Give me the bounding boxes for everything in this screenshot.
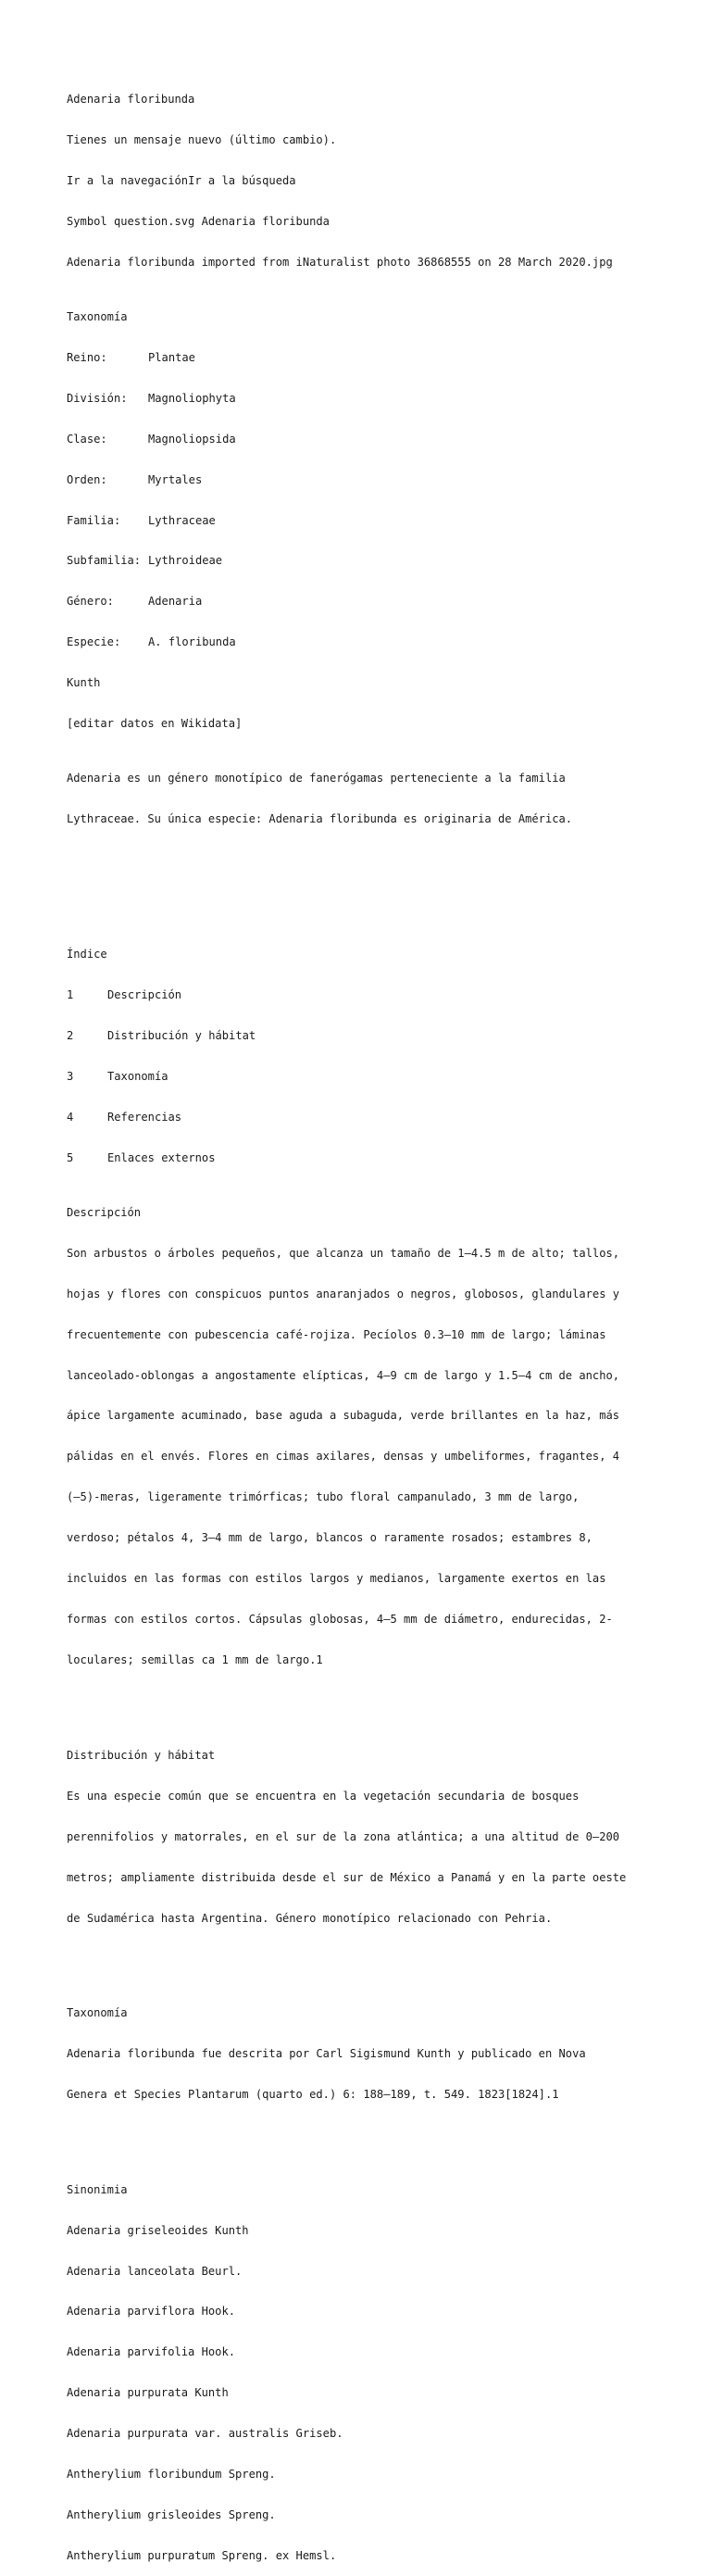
taxobox-key: Especie: [67, 635, 121, 649]
descripcion-line: ápice largamente acuminado, base aguda a subaguda, verde brillantes en la haz, más [67, 1409, 620, 1423]
toc-item[interactable] [67, 1151, 659, 1165]
toc-link[interactable]: Descripción [107, 988, 182, 1002]
page-title: Adenaria floribunda [67, 93, 195, 107]
descripcion-line: (–5)-meras, ligeramente trimórficas; tubo floral campanulado, 3 mm de largo, [67, 1490, 580, 1504]
taxobox-value: A. floribunda [148, 635, 236, 649]
toc-link[interactable]: Enlaces externos [107, 1151, 216, 1165]
skip-links [67, 174, 659, 188]
edit-wikidata-link[interactable]: [editar datos en Wikidata] [67, 717, 243, 731]
toc-item[interactable] [67, 988, 659, 1002]
distribucion-line: Es una especie común que se encuentra en la vegetación secundaria de bosques [67, 1789, 580, 1803]
descripcion-line: verdoso; pétalos 4, 3–4 mm de largo, blancos o raramente rosados; estambres 8, [67, 1531, 592, 1545]
descripcion-line: Son arbustos o árboles pequeños, que alcanza un tamaño de 1–4.5 m de alto; tallos, [67, 1246, 620, 1260]
synonym-item: Adenaria purpurata var. australis Griseb. [67, 2427, 343, 2441]
section-heading-taxonomia: Taxonomía [67, 2006, 128, 2020]
taxobox-row-familia [67, 514, 659, 528]
taxobox-author-link[interactable]: Kunth [67, 676, 101, 690]
taxobox-key: División: [67, 391, 128, 405]
descripcion-line: incluidos en las formas con estilos largos y medianos, largamente exertos en las [67, 1572, 606, 1586]
descripcion-line: frecuentemente con pubescencia café-rojiza. Pecíolos 0.3–10 mm de largo; láminas [67, 1327, 606, 1341]
toc-number: 3 [67, 1070, 74, 1084]
taxobox-row-clase [67, 433, 659, 446]
toc-link[interactable]: Taxonomía [107, 1070, 168, 1084]
taxobox-key: Familia: [67, 513, 121, 527]
taxobox-value[interactable]: Lythraceae [148, 513, 216, 527]
synonym-item: Adenaria parviflora Hook. [67, 2305, 236, 2318]
nav-link[interactable]: Ir a la navegación [67, 174, 189, 188]
synonym-item: Adenaria parvifolia Hook. [67, 2345, 236, 2359]
synonym-item: Antherylium purpuratum Spreng. ex Hemsl. [67, 2549, 337, 2563]
taxobox-key: Género: [67, 595, 114, 609]
taxobox-value[interactable]: Magnoliopsida [148, 432, 236, 446]
toc-item[interactable] [67, 1111, 659, 1125]
taxobox-row-genero [67, 595, 659, 609]
synonym-item: Antherylium grisleoides Spreng. [67, 2508, 276, 2522]
document-page [67, 66, 659, 2576]
taxonomia-line: Genera et Species Plantarum (quarto ed.) 6: 188–189, t. 549. 1823[1824].1 [67, 2088, 559, 2102]
section-heading-descripcion: Descripción [67, 1205, 142, 1219]
spacer [67, 1953, 659, 1967]
taxobox-row-subfamilia [67, 554, 659, 568]
toc-number: 2 [67, 1029, 74, 1043]
distribucion-line: perennifolios y matorrales, en el sur de la zona atlántica; a una altitud de 0–200 [67, 1829, 620, 1843]
image-caption-link[interactable]: Adenaria floribunda imported from iNaturalist photo 36868555 on 28 March 2020.jpg [67, 256, 613, 270]
taxobox-key: Orden: [67, 472, 107, 486]
taxobox-key: Clase: [67, 432, 107, 446]
taxobox-value[interactable]: Adenaria [148, 595, 203, 609]
toc-heading: Índice [67, 948, 107, 961]
descripcion-line: pálidas en el envés. Flores en cimas axilares, densas y umbeliformes, fragantes, 4 [67, 1450, 620, 1464]
spacer [67, 853, 659, 867]
taxobox-row-especie [67, 635, 659, 649]
new-message-link[interactable]: Tienes un mensaje nuevo (último cambio). [67, 133, 337, 147]
descripcion-line: loculares; semillas ca 1 mm de largo.1 [67, 1653, 323, 1667]
intro-line: Adenaria es un género monotípico de fanerógamas perteneciente a la familia [67, 771, 566, 785]
taxobox-value[interactable]: Plantae [148, 350, 195, 364]
descripcion-line: lanceolado-oblongas a angostamente elípticas, 4–9 cm de largo y 1.5–4 cm de ancho, [67, 1368, 620, 1382]
toc-link[interactable]: Distribución y hábitat [107, 1029, 256, 1043]
taxobox-row-orden [67, 473, 659, 487]
taxobox-row-division [67, 392, 659, 406]
symbol-line: Symbol question.svg Adenaria floribunda [67, 215, 330, 229]
search-link[interactable]: Ir a la búsqueda [188, 174, 296, 188]
distribucion-line: de Sudamérica hasta Argentina. Género monotípico relacionado con Pehria. [67, 1911, 553, 1925]
spacer [67, 2129, 659, 2142]
section-heading-sinonimia: Sinonimia [67, 2182, 128, 2196]
synonym-item: Adenaria purpurata Kunth [67, 2386, 229, 2400]
intro-line: Lythraceae. Su única especie: Adenaria floribunda es originaria de América. [67, 811, 573, 825]
taxobox-key: Subfamilia: [67, 554, 142, 568]
descripcion-line: hojas y flores con conspicuos puntos anaranjados o negros, globosos, glandulares y [67, 1287, 620, 1301]
section-heading-distribucion: Distribución y hábitat [67, 1748, 216, 1762]
taxobox-key: Reino: [67, 350, 107, 364]
spacer [67, 1694, 659, 1708]
synonym-item: Antherylium floribundum Spreng. [67, 2468, 276, 2482]
toc-number: 5 [67, 1151, 74, 1165]
synonym-item: Adenaria griseleoides Kunth [67, 2223, 249, 2237]
taxonomia-line: Adenaria floribunda fue descrita por Carl Sigismund Kunth y publicado en Nova [67, 2047, 586, 2061]
toc-item[interactable] [67, 1029, 659, 1043]
toc-item[interactable] [67, 1070, 659, 1084]
toc-number: 1 [67, 988, 74, 1002]
taxobox-row-reino [67, 351, 659, 365]
toc-link[interactable]: Referencias [107, 1111, 182, 1125]
taxobox-value[interactable]: Lythroideae [148, 554, 223, 568]
taxobox-heading: Taxonomía [67, 309, 128, 323]
taxobox-value[interactable]: Magnoliophyta [148, 391, 236, 405]
synonym-item: Adenaria lanceolata Beurl. [67, 2264, 243, 2278]
distribucion-line: metros; ampliamente distribuida desde el sur de México a Panamá y en la parte oeste [67, 1870, 627, 1884]
descripcion-line: formas con estilos cortos. Cápsulas globosas, 4–5 mm de diámetro, endurecidas, 2- [67, 1613, 613, 1627]
toc-number: 4 [67, 1111, 74, 1125]
taxobox-value[interactable]: Myrtales [148, 472, 203, 486]
spacer [67, 894, 659, 908]
